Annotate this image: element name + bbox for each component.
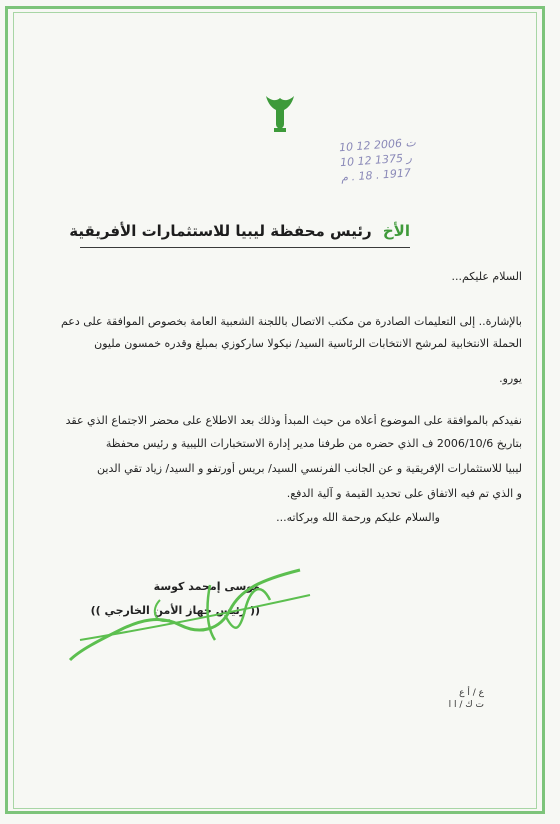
greeting: السلام عليكم... (451, 270, 522, 283)
initials-line-1: ع / أ ع (459, 688, 484, 698)
reference-number: ر 1375 12 10 (339, 151, 413, 170)
signatory-name: موسى إمحمد كوسة (153, 580, 260, 593)
paragraph-2-line-4: و الذي تم فيه الاتفاق على تحديد القيمة و آلية الدفع. (286, 487, 522, 500)
addressee-heading (69, 222, 410, 240)
addressee-prefix: الأخ (382, 222, 410, 240)
reference-date: ت 2006 12 10 (338, 135, 417, 155)
signatory-position: (( رئيس جهاز الأمن الخارجي )) (90, 604, 260, 617)
paragraph-1-line-1: بالإشارة.. إلى التعليمات الصادرة من مكتب الاتصال باللجنة الشعبية العامة بخصوص الموافقة على دعم (60, 315, 522, 328)
reference-block (339, 132, 462, 185)
paragraph-2-line-3: ليبيا للاستثمارات الإفريقية و عن الجانب الفرنسي السيد/ بريس أورتفو و السيد/ زياد تقي الدين (97, 462, 522, 475)
reference-date-2: 1917 . 18 . م (340, 166, 412, 185)
paragraph-2-line-1: نفيدكم بالموافقة على الموضوع أعلاه من حيث المبدأ وذلك بعد الاطلاع على محضر الاجتماع الذي عقد (65, 414, 522, 427)
addressee-underline (80, 247, 410, 248)
handwritten-signature (60, 540, 320, 680)
addressee-title: رئيس محفظة ليبيا للاستثمارات الأفريقية (69, 222, 372, 240)
initials-line-2: ت ك / ا ا (448, 700, 484, 710)
paragraph-2-line-2: بتاريخ 2006/10/6 ف الذي حضره من طرفنا مدير إدارة الاستخبارات الليبية و رئيس محفظة (105, 437, 522, 450)
closing-salutation: والسلام عليكم ورحمة الله وبركاته... (276, 511, 440, 524)
hawk-emblem-icon (262, 92, 298, 136)
paragraph-1-line-2: الحملة الانتخابية لمرشح الانتخابات الرئاسية السيد/ نيكولا ساركوزي بمبلغ وقدره خمسون مليون (94, 337, 522, 350)
paragraph-1-line-3: يورو. (499, 372, 522, 385)
